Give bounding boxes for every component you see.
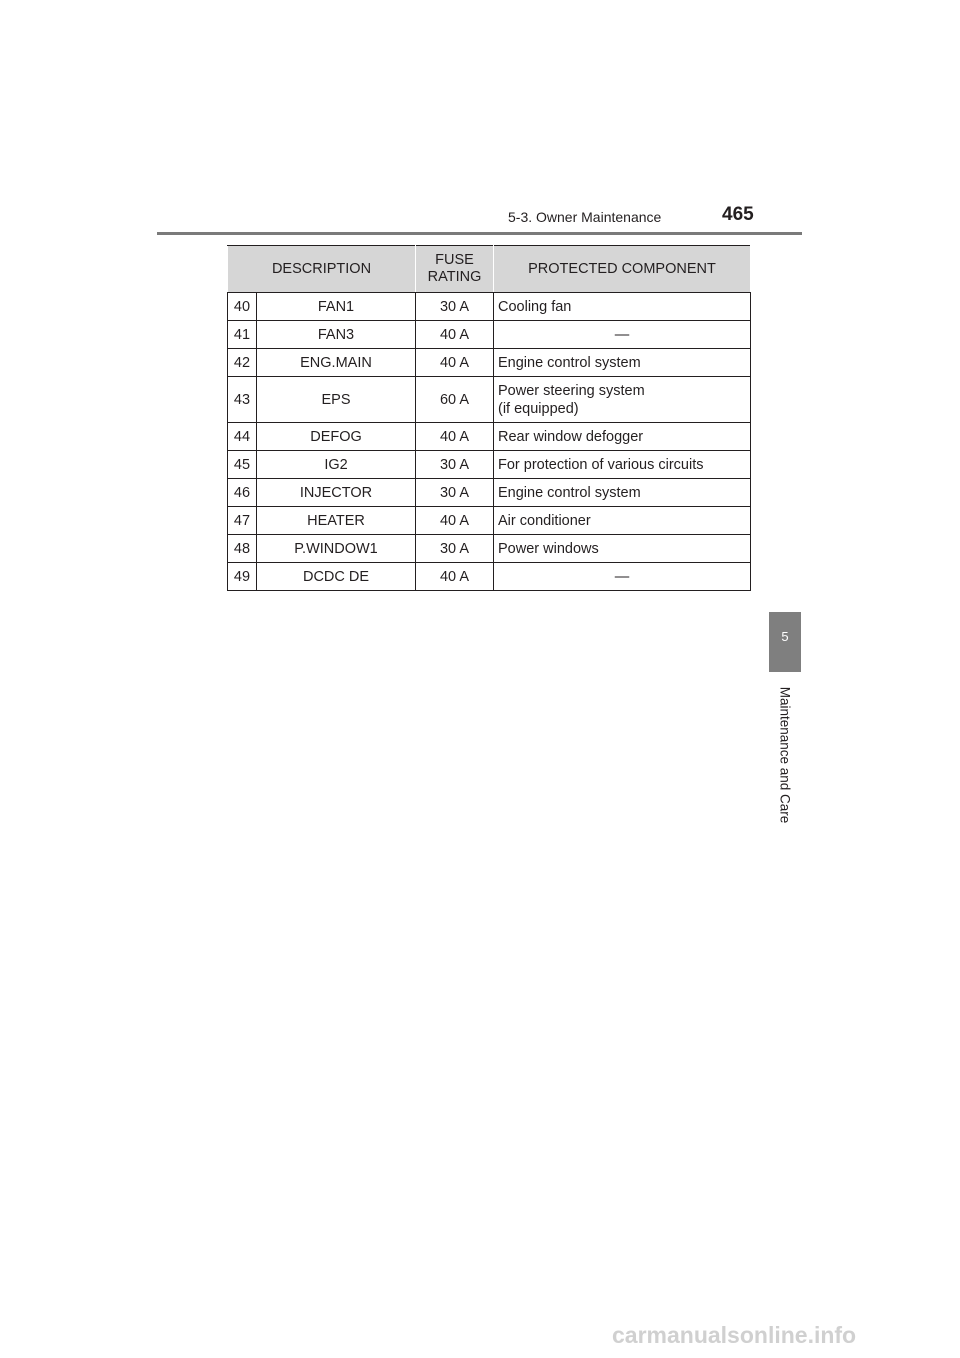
fuse-name: EPS <box>257 377 416 423</box>
fuse-table <box>227 245 751 591</box>
table-row <box>228 293 751 321</box>
protected-component-line: (if equipped) <box>498 400 579 417</box>
protected-component: — <box>494 563 751 591</box>
protected-component: Engine control system <box>494 479 751 507</box>
fuse-number: 44 <box>228 423 257 451</box>
protected-component: Rear window defogger <box>494 423 751 451</box>
fuse-number: 43 <box>228 377 257 423</box>
protected-component-line: Power steering system <box>498 382 645 399</box>
fuse-number: 40 <box>228 293 257 321</box>
table-row <box>228 321 751 349</box>
fuse-rating: 30 A <box>416 293 494 321</box>
chapter-title: Maintenance and Care <box>777 686 793 824</box>
protected-component: For protection of various circuits <box>494 451 751 479</box>
fuse-name: HEATER <box>257 507 416 535</box>
fuse-name: IG2 <box>257 451 416 479</box>
table-row <box>228 479 751 507</box>
fuse-rating: 40 A <box>416 563 494 591</box>
table-row <box>228 451 751 479</box>
fuse-name: FAN1 <box>257 293 416 321</box>
fuse-name: FAN3 <box>257 321 416 349</box>
table-header-row <box>228 246 751 293</box>
header-description: DESCRIPTION <box>228 246 416 293</box>
fuse-name: DEFOG <box>257 423 416 451</box>
header-fuse-rating-text: FUSE RATING <box>427 252 482 285</box>
fuse-rating: 40 A <box>416 321 494 349</box>
protected-component: Air conditioner <box>494 507 751 535</box>
fuse-rating: 40 A <box>416 507 494 535</box>
fuse-number: 42 <box>228 349 257 377</box>
page-number: 465 <box>722 204 754 225</box>
fuse-rating: 60 A <box>416 377 494 423</box>
fuse-rating: 30 A <box>416 535 494 563</box>
table-row <box>228 349 751 377</box>
header-divider <box>157 232 802 235</box>
fuse-name: P.WINDOW1 <box>257 535 416 563</box>
fuse-number: 41 <box>228 321 257 349</box>
chapter-tab <box>769 612 801 672</box>
protected-component: Engine control system <box>494 349 751 377</box>
table-row <box>228 377 751 423</box>
fuse-rating: 40 A <box>416 349 494 377</box>
fuse-rating: 30 A <box>416 479 494 507</box>
table-row <box>228 423 751 451</box>
fuse-rating: 40 A <box>416 423 494 451</box>
protected-component: — <box>494 321 751 349</box>
watermark: carmanualsonline.info <box>612 1322 857 1348</box>
section-title: 5-3. Owner Maintenance <box>508 209 662 225</box>
table-row <box>228 507 751 535</box>
protected-component <box>494 377 751 423</box>
protected-component: Cooling fan <box>494 293 751 321</box>
protected-component: Power windows <box>494 535 751 563</box>
table-row <box>228 535 751 563</box>
fuse-number: 45 <box>228 451 257 479</box>
fuse-number: 47 <box>228 507 257 535</box>
fuse-name: ENG.MAIN <box>257 349 416 377</box>
fuse-name: DCDC DE <box>257 563 416 591</box>
table-row <box>228 563 751 591</box>
header-protected-component: PROTECTED COMPONENT <box>494 246 751 293</box>
fuse-number: 49 <box>228 563 257 591</box>
fuse-number: 48 <box>228 535 257 563</box>
header-fuse-rating <box>416 246 494 293</box>
fuse-name: INJECTOR <box>257 479 416 507</box>
chapter-number: 5 <box>781 629 789 644</box>
fuse-number: 46 <box>228 479 257 507</box>
fuse-rating: 30 A <box>416 451 494 479</box>
